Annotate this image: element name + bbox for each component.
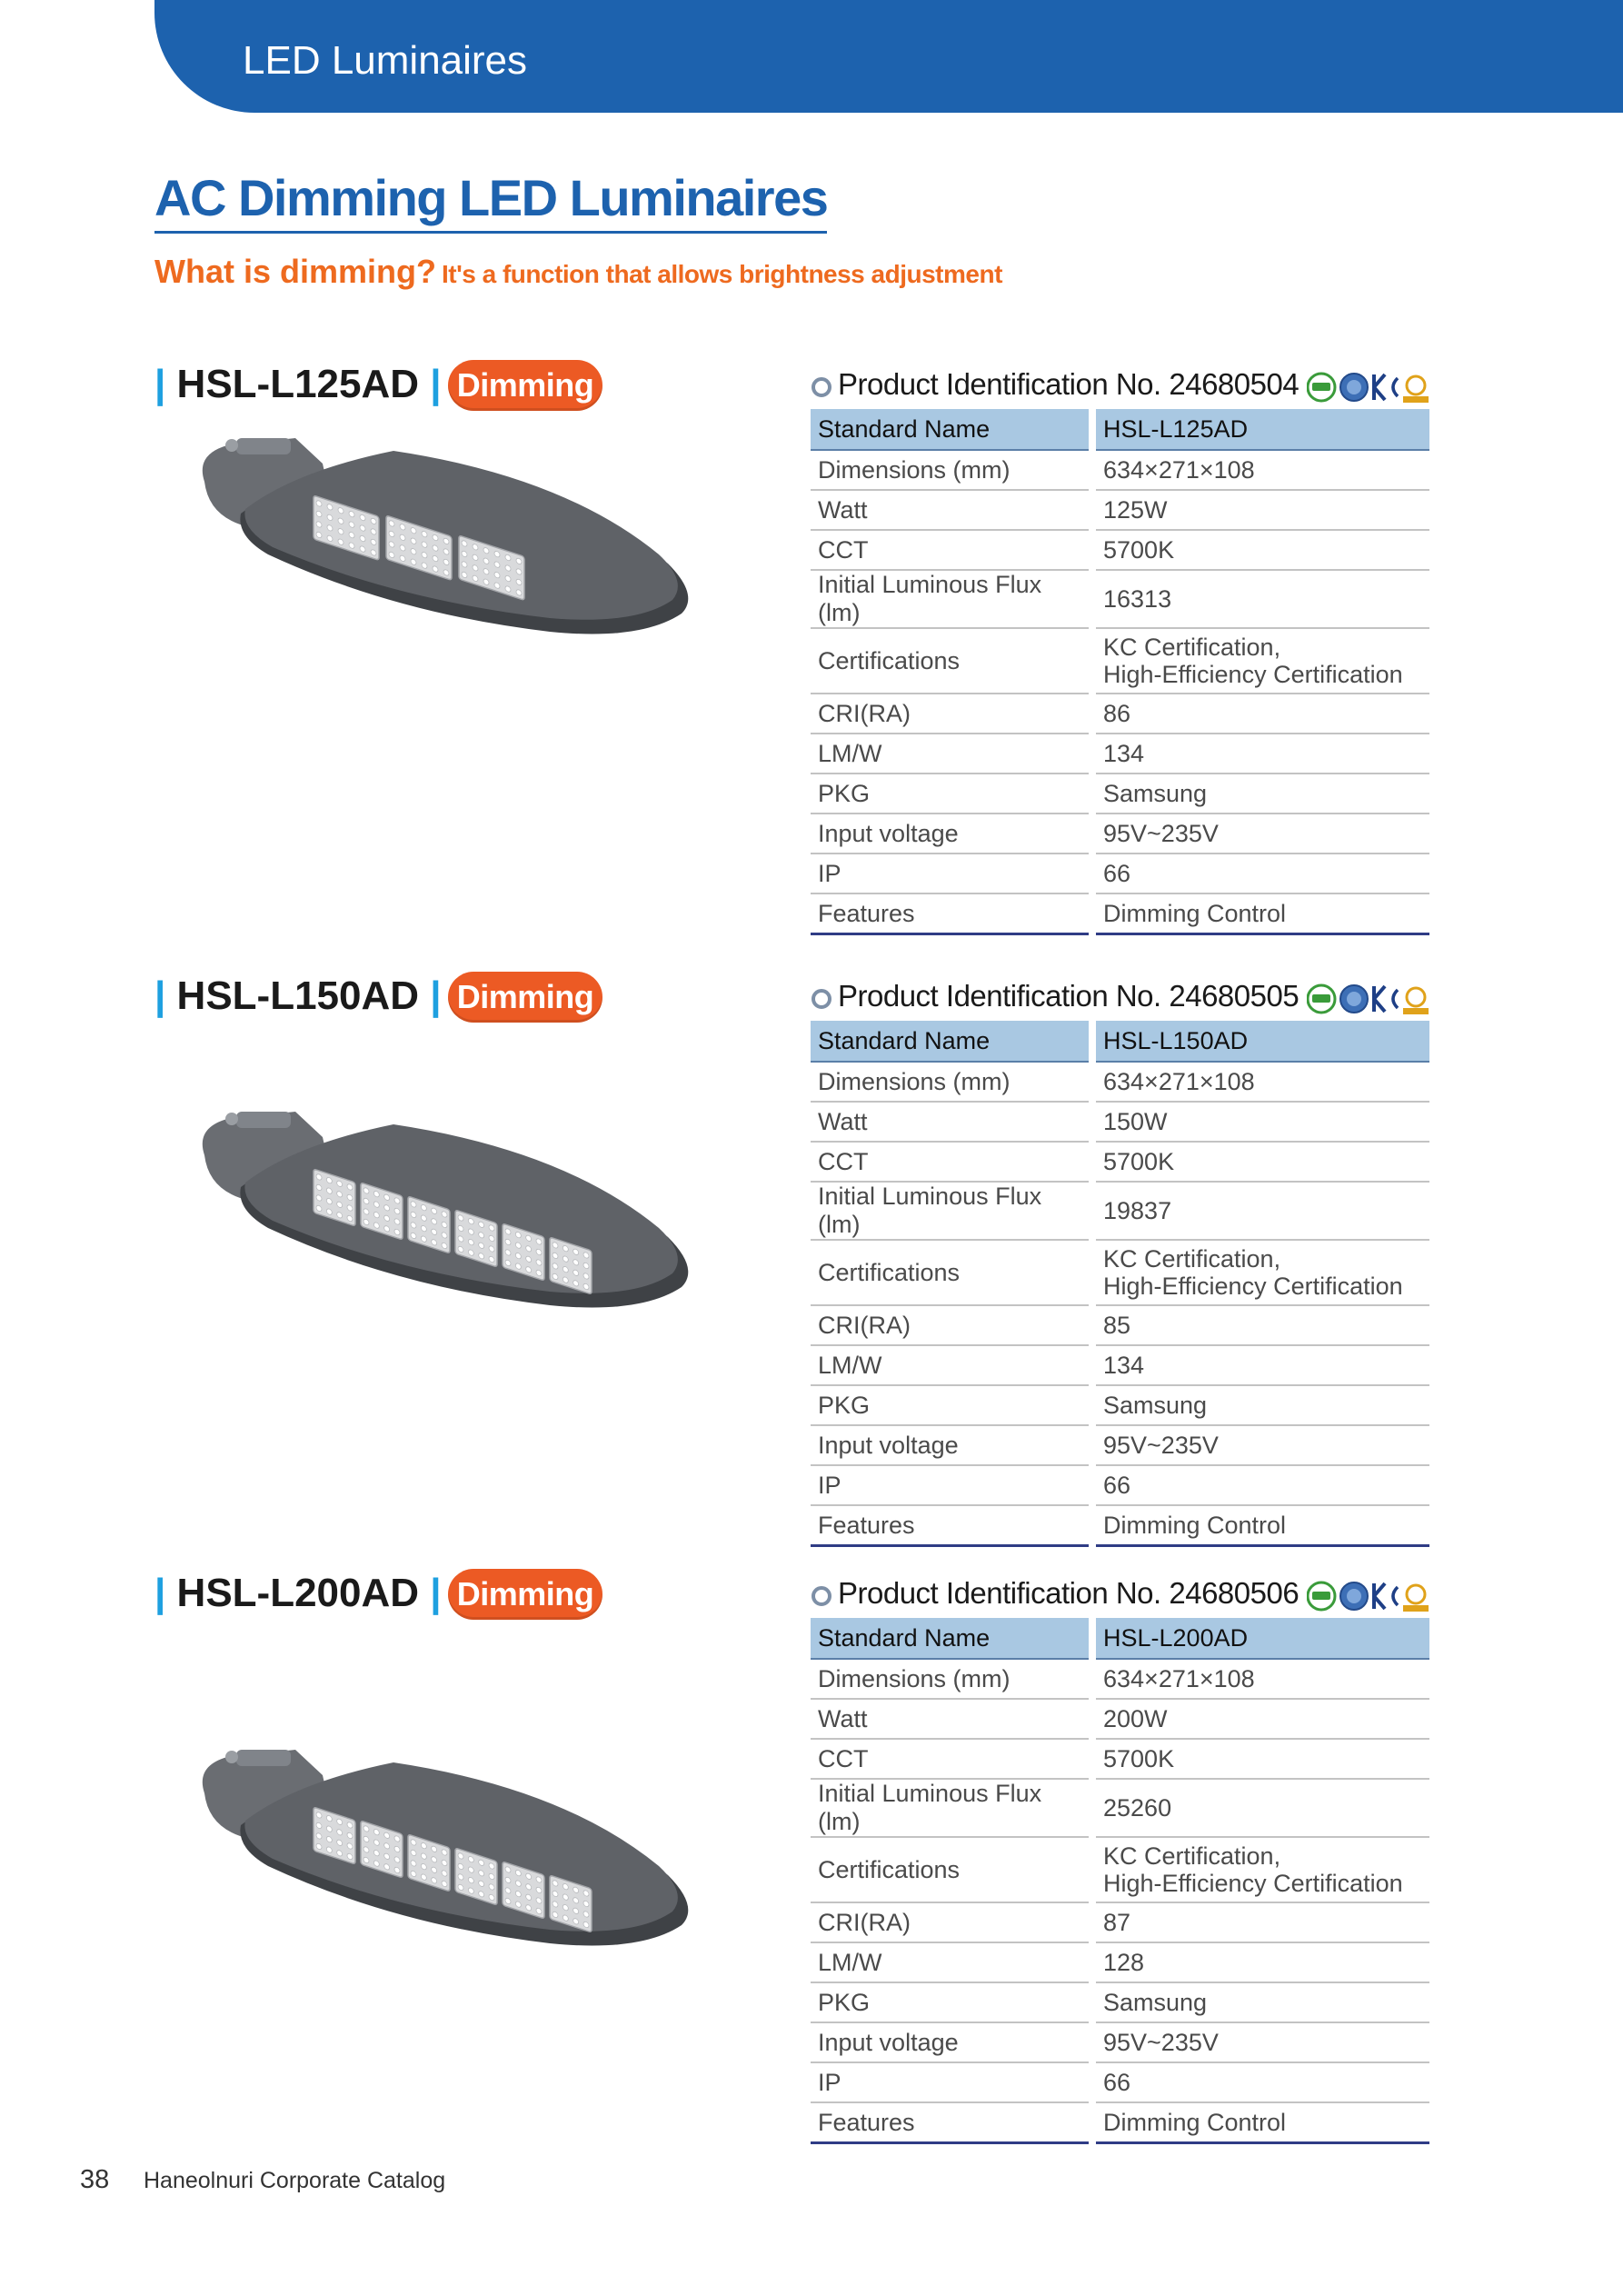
spec-row xyxy=(811,1505,1429,1546)
spec-value: 634×271×108 xyxy=(1092,1062,1429,1102)
spec-key: Dimensions (mm) xyxy=(811,450,1092,490)
spec-row xyxy=(811,774,1429,814)
lamp-bolt xyxy=(225,1751,238,1763)
product-section-2 xyxy=(0,973,1623,1555)
spec-value-line: High-Efficiency Certification xyxy=(1103,1870,1403,1897)
spec-key: CCT xyxy=(811,1142,1092,1182)
lamp-body xyxy=(244,451,678,620)
spec-row xyxy=(811,854,1429,893)
product-id-row xyxy=(809,367,1431,407)
certification-marks-icon xyxy=(1307,367,1431,407)
spec-key: LM/W xyxy=(811,1942,1092,1982)
spec-value: 200W xyxy=(1092,1699,1429,1739)
spec-row xyxy=(811,409,1429,450)
spec-key: IP xyxy=(811,854,1092,893)
spec-row xyxy=(811,1465,1429,1505)
spec-key: Watt xyxy=(811,1102,1092,1142)
spec-key: Input voltage xyxy=(811,814,1092,854)
spec-row xyxy=(811,814,1429,854)
product-model-name: HSL-L200AD xyxy=(176,1571,420,1615)
spec-value-line: KC Certification, xyxy=(1103,1245,1281,1273)
bullet-icon xyxy=(812,377,831,397)
spec-key: Features xyxy=(811,1505,1092,1546)
luminaire-image xyxy=(186,1092,732,1383)
spec-value: 5700K xyxy=(1092,530,1429,570)
spec-value: 87 xyxy=(1092,1902,1429,1942)
spec-value: 66 xyxy=(1092,1465,1429,1505)
spec-value: Dimming Control xyxy=(1092,1505,1429,1546)
spec-key: Dimensions (mm) xyxy=(811,1062,1092,1102)
spec-row xyxy=(811,1240,1429,1305)
product-section-3 xyxy=(0,1571,1623,2152)
spec-row xyxy=(811,490,1429,530)
spec-value: HSL-L150AD xyxy=(1092,1021,1429,1062)
lamp-clamp xyxy=(236,1750,291,1766)
spec-value: 66 xyxy=(1092,854,1429,893)
product-id-row xyxy=(809,1576,1431,1616)
spec-value: 95V~235V xyxy=(1092,2022,1429,2062)
spec-row xyxy=(811,1182,1429,1240)
spec-value: 128 xyxy=(1092,1942,1429,1982)
spec-key: Certifications xyxy=(811,628,1092,694)
spec-key: PKG xyxy=(811,1982,1092,2022)
spec-value: 95V~235V xyxy=(1092,1425,1429,1465)
lamp-bolt xyxy=(225,439,238,452)
spec-value: 66 xyxy=(1092,2062,1429,2102)
luminaire-image xyxy=(186,1730,732,2021)
spec-key: Standard Name xyxy=(811,409,1092,450)
spec-value-line: KC Certification, xyxy=(1103,634,1281,661)
spec-row xyxy=(811,1345,1429,1385)
luminaire-image xyxy=(186,418,732,709)
product-model-name: HSL-L125AD xyxy=(176,362,420,406)
spec-row xyxy=(811,1982,1429,2022)
spec-key: CRI(RA) xyxy=(811,1305,1092,1345)
spec-table xyxy=(811,1021,1429,1547)
spec-row xyxy=(811,570,1429,628)
spec-key: Input voltage xyxy=(811,1425,1092,1465)
product-id-label: Product Identification No. 24680505 xyxy=(838,979,1299,1013)
spec-value xyxy=(1092,1240,1429,1305)
spec-value: Dimming Control xyxy=(1092,893,1429,934)
spec-row xyxy=(811,1142,1429,1182)
certification-marks-icon xyxy=(1307,979,1431,1019)
page-number: 38 xyxy=(80,2165,110,2194)
dimming-badge: Dimming xyxy=(448,360,602,411)
spec-key: LM/W xyxy=(811,734,1092,774)
spec-row xyxy=(811,734,1429,774)
spec-value-line: High-Efficiency Certification xyxy=(1103,661,1403,688)
spec-row xyxy=(811,2102,1429,2143)
spec-key: Features xyxy=(811,2102,1092,2143)
kc-logo xyxy=(1374,986,1385,1012)
spec-row xyxy=(811,1021,1429,1062)
spec-value: Samsung xyxy=(1092,1982,1429,2022)
lamp-clamp xyxy=(236,1112,291,1128)
spec-key: Initial Luminous Flux (lm) xyxy=(811,1182,1092,1240)
spec-key: Certifications xyxy=(811,1837,1092,1902)
spec-row xyxy=(811,1102,1429,1142)
spec-key: Dimensions (mm) xyxy=(811,1659,1092,1699)
spec-value: 25260 xyxy=(1092,1779,1429,1837)
efficiency-mark xyxy=(1407,376,1425,394)
spec-key: PKG xyxy=(811,774,1092,814)
spec-value: 86 xyxy=(1092,694,1429,734)
spec-key: Watt xyxy=(811,1699,1092,1739)
product-model-title: | HSL-L150AD | xyxy=(154,973,442,1018)
spec-row xyxy=(811,1305,1429,1345)
spec-value: 5700K xyxy=(1092,1739,1429,1779)
spec-key: Initial Luminous Flux (lm) xyxy=(811,570,1092,628)
spec-row xyxy=(811,530,1429,570)
spec-value-line: High-Efficiency Certification xyxy=(1103,1273,1403,1300)
product-id-label: Product Identification No. 24680504 xyxy=(838,367,1299,401)
product-section-1 xyxy=(0,362,1623,943)
spec-row xyxy=(811,1062,1429,1102)
spec-value: 125W xyxy=(1092,490,1429,530)
spec-key: CRI(RA) xyxy=(811,694,1092,734)
header-title: LED Luminaires xyxy=(243,38,528,83)
lamp-body xyxy=(244,1762,678,1932)
spec-table xyxy=(811,409,1429,935)
spec-row xyxy=(811,2062,1429,2102)
spec-row xyxy=(811,1779,1429,1837)
spec-value: Dimming Control xyxy=(1092,2102,1429,2143)
spec-value: HSL-L200AD xyxy=(1092,1618,1429,1659)
spec-value: 19837 xyxy=(1092,1182,1429,1240)
spec-key: Certifications xyxy=(811,1240,1092,1305)
product-model-title: | HSL-L125AD | xyxy=(154,362,442,406)
spec-key: Input voltage xyxy=(811,2022,1092,2062)
spec-value: Samsung xyxy=(1092,1385,1429,1425)
spec-table xyxy=(811,1618,1429,2144)
subtitle-question: What is dimming? xyxy=(154,253,436,290)
efficiency-mark xyxy=(1407,1585,1425,1603)
spec-row xyxy=(811,1618,1429,1659)
spec-value: 95V~235V xyxy=(1092,814,1429,854)
spec-value: 134 xyxy=(1092,1345,1429,1385)
subtitle-description: It's a function that allows brightness adjustment xyxy=(442,260,1002,288)
spec-key: CCT xyxy=(811,530,1092,570)
spec-row xyxy=(811,694,1429,734)
spec-row xyxy=(811,1385,1429,1425)
lamp-clamp xyxy=(236,438,291,454)
spec-value: 634×271×108 xyxy=(1092,1659,1429,1699)
lamp-body xyxy=(244,1124,678,1293)
subtitle xyxy=(154,253,1002,291)
spec-row xyxy=(811,1942,1429,1982)
spec-row xyxy=(811,1699,1429,1739)
spec-value: 134 xyxy=(1092,734,1429,774)
spec-row xyxy=(811,450,1429,490)
spec-value xyxy=(1092,628,1429,694)
spec-key: CCT xyxy=(811,1739,1092,1779)
spec-row xyxy=(811,1425,1429,1465)
spec-key: PKG xyxy=(811,1385,1092,1425)
spec-key: IP xyxy=(811,2062,1092,2102)
dimming-badge: Dimming xyxy=(448,1569,602,1620)
spec-value: 634×271×108 xyxy=(1092,450,1429,490)
spec-key: Standard Name xyxy=(811,1618,1092,1659)
spec-value-line: KC Certification, xyxy=(1103,1842,1281,1870)
kc-logo xyxy=(1374,374,1385,400)
spec-value: Samsung xyxy=(1092,774,1429,814)
kc-logo xyxy=(1374,1583,1385,1609)
spec-value: 16313 xyxy=(1092,570,1429,628)
spec-row xyxy=(811,893,1429,934)
dimming-badge: Dimming xyxy=(448,972,602,1023)
product-id-row xyxy=(809,979,1431,1019)
efficiency-mark xyxy=(1407,988,1425,1006)
spec-value xyxy=(1092,1837,1429,1902)
lamp-bolt xyxy=(225,1113,238,1125)
spec-key: LM/W xyxy=(811,1345,1092,1385)
spec-value: HSL-L125AD xyxy=(1092,409,1429,450)
spec-value: 5700K xyxy=(1092,1142,1429,1182)
spec-key: Initial Luminous Flux (lm) xyxy=(811,1779,1092,1837)
spec-row xyxy=(811,1902,1429,1942)
spec-value: 85 xyxy=(1092,1305,1429,1345)
product-id-label: Product Identification No. 24680506 xyxy=(838,1576,1299,1610)
product-model-title: | HSL-L200AD | xyxy=(154,1571,442,1615)
spec-row xyxy=(811,2022,1429,2062)
bullet-icon xyxy=(812,989,831,1009)
product-model-name: HSL-L150AD xyxy=(176,973,420,1018)
spec-row xyxy=(811,628,1429,694)
spec-row xyxy=(811,1659,1429,1699)
spec-key: IP xyxy=(811,1465,1092,1505)
spec-key: Standard Name xyxy=(811,1021,1092,1062)
spec-key: CRI(RA) xyxy=(811,1902,1092,1942)
catalog-name: Haneolnuri Corporate Catalog xyxy=(144,2168,446,2193)
spec-row xyxy=(811,1739,1429,1779)
spec-key: Watt xyxy=(811,490,1092,530)
spec-key: Features xyxy=(811,893,1092,934)
certification-marks-icon xyxy=(1307,1576,1431,1616)
spec-row xyxy=(811,1837,1429,1902)
spec-value: 150W xyxy=(1092,1102,1429,1142)
page-title: AC Dimming LED Luminaires xyxy=(154,168,827,234)
bullet-icon xyxy=(812,1586,831,1606)
